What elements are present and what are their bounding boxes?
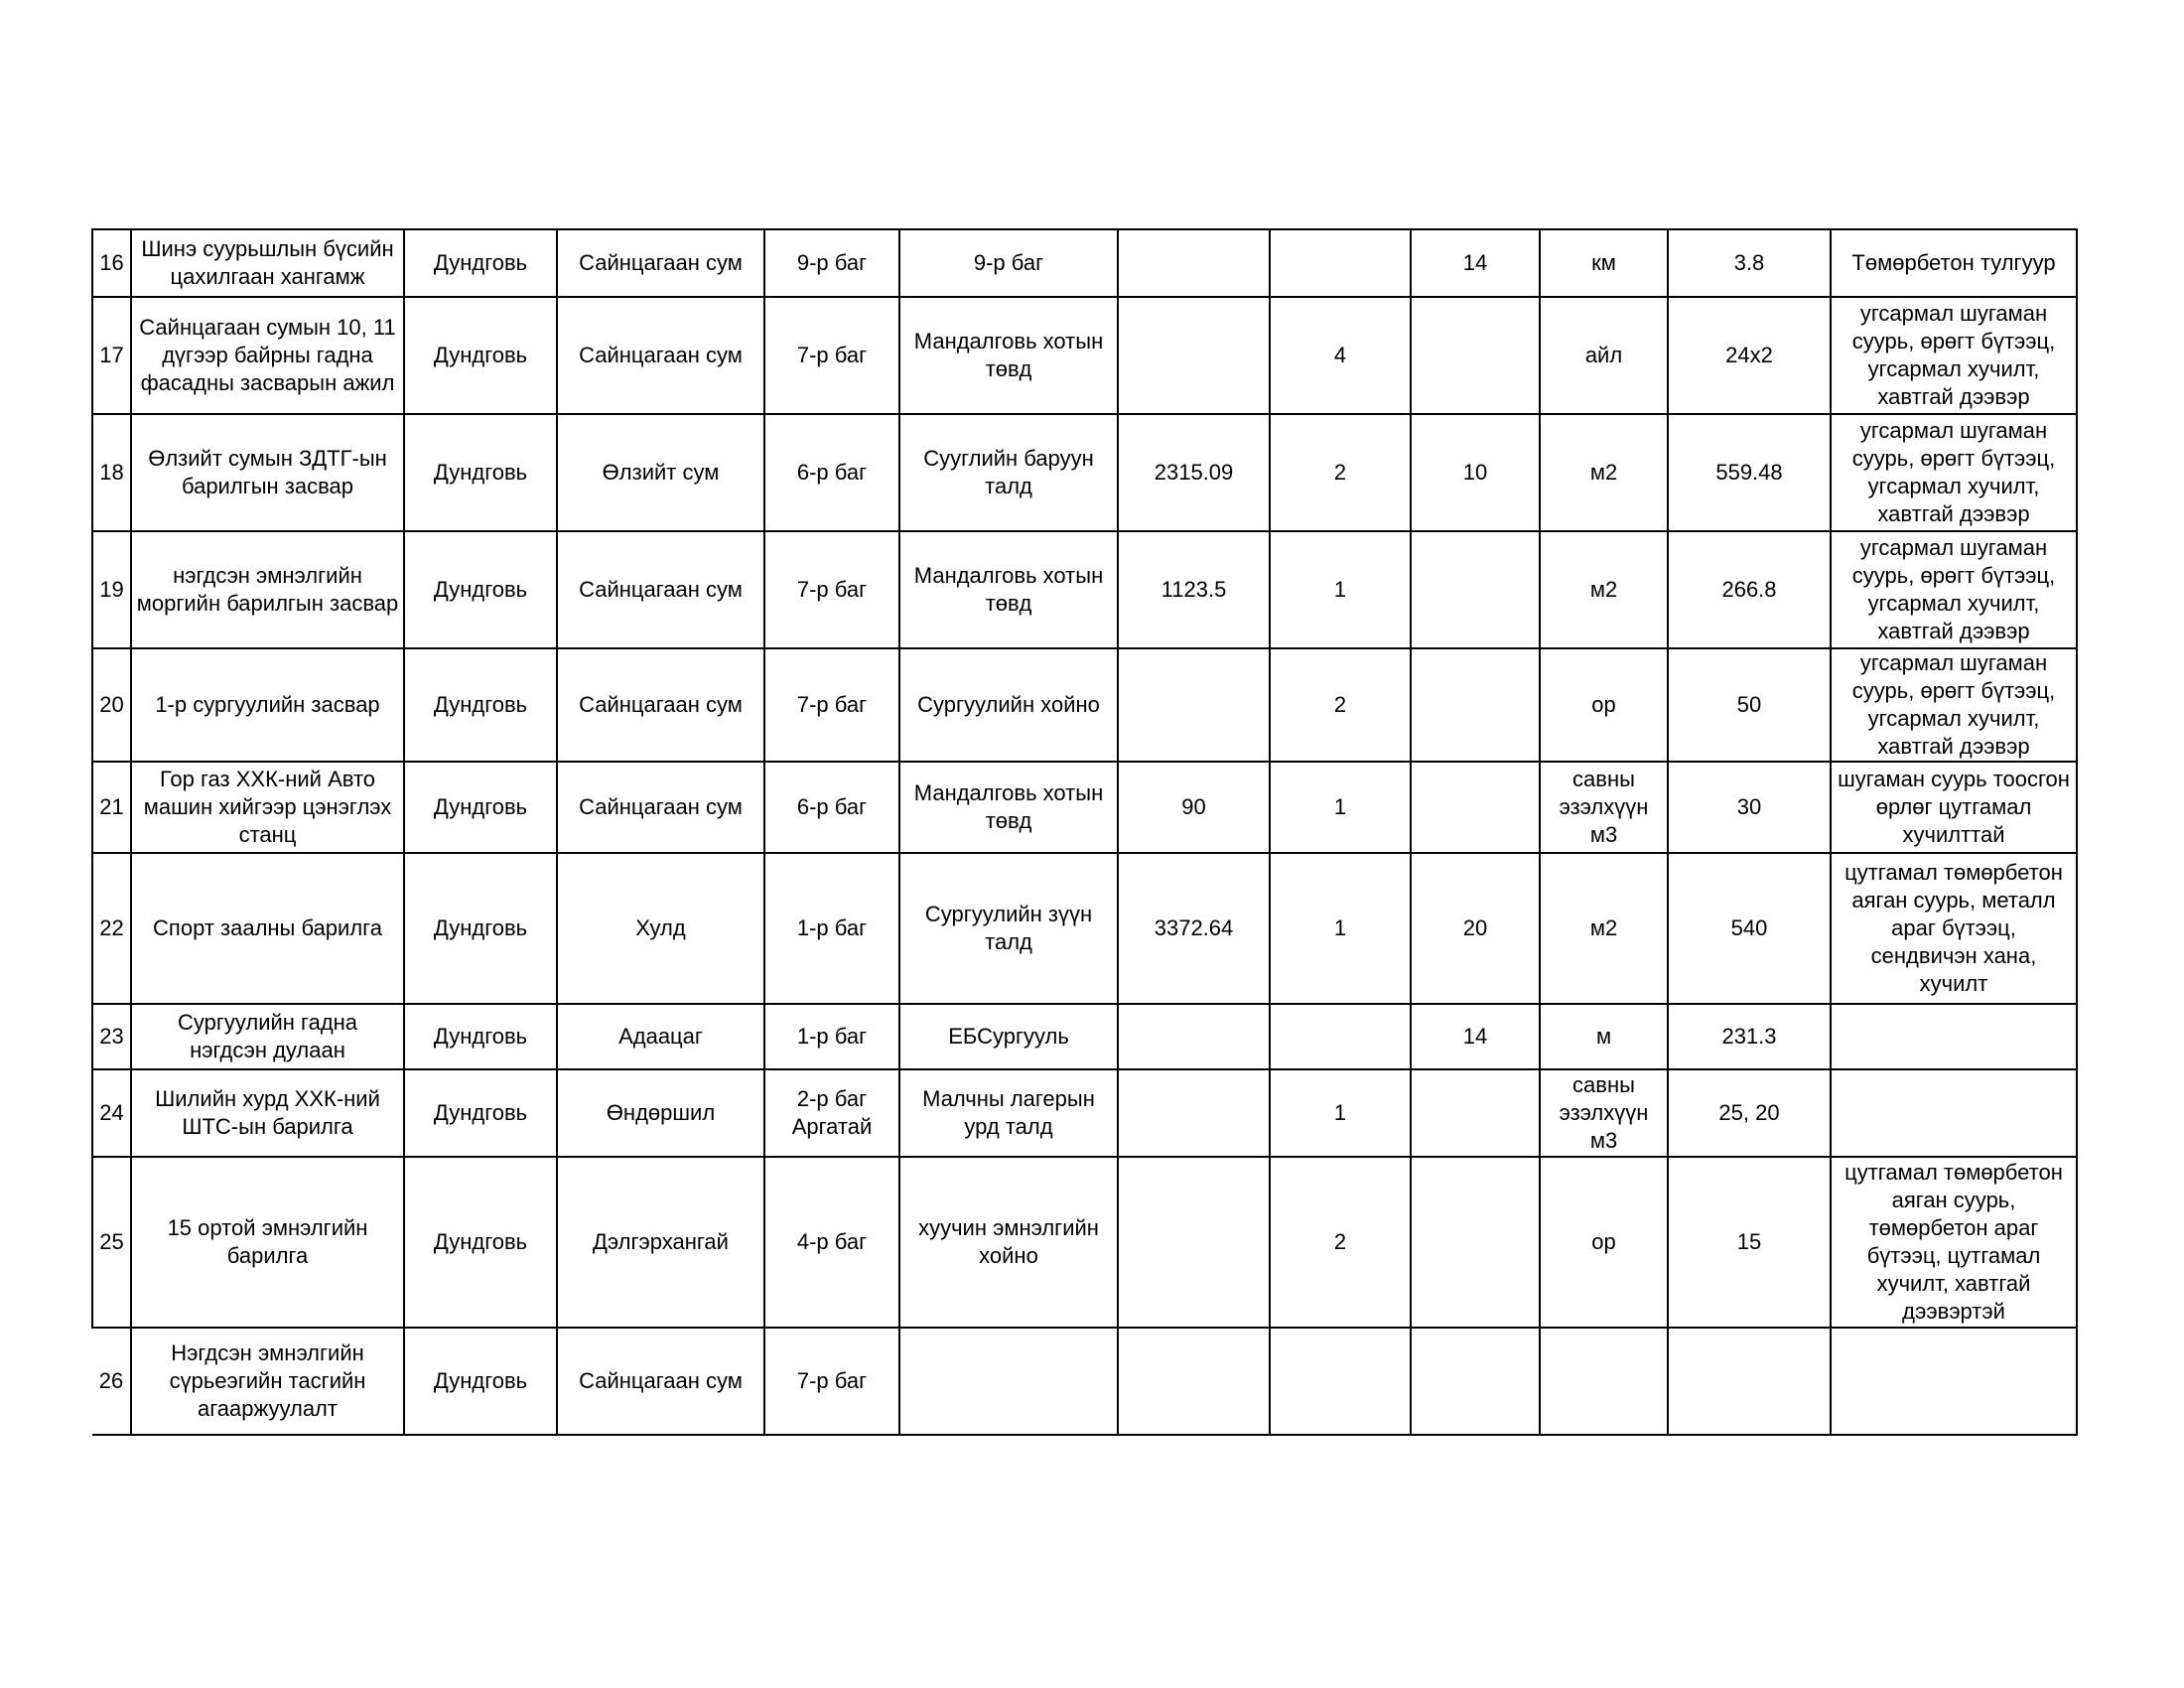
cell-aimag: Дундговь bbox=[404, 229, 557, 297]
cell-sum: Өлзийт сум bbox=[557, 414, 764, 531]
cell-location: Малчны лагерын урд талд bbox=[899, 1069, 1118, 1157]
cell-count bbox=[1270, 1328, 1411, 1435]
cell-quantity: 559.48 bbox=[1668, 414, 1831, 531]
cell-structure-type bbox=[1831, 1069, 2077, 1157]
cell-project-name: Сургуулийн гадна нэгдсэн дулаан bbox=[131, 1004, 404, 1069]
cell-row-number: 18 bbox=[92, 414, 131, 531]
cell-area: 90 bbox=[1118, 762, 1270, 853]
cell-unit: айл bbox=[1540, 297, 1668, 414]
cell-aimag: Дундговь bbox=[404, 1157, 557, 1328]
cell-length bbox=[1411, 297, 1540, 414]
cell-row-number: 20 bbox=[92, 648, 131, 762]
cell-sum: Сайнцагаан сум bbox=[557, 1328, 764, 1435]
cell-bag: 4-р баг bbox=[764, 1157, 899, 1328]
cell-unit: м2 bbox=[1540, 531, 1668, 648]
cell-structure-type bbox=[1831, 1004, 2077, 1069]
cell-length bbox=[1411, 648, 1540, 762]
cell-structure-type: цутгамал төмөрбетон аяган суурь, төмөрбетон араг бүтээц, цутгамал хучилт, хавтгай дээвэртэй bbox=[1831, 1157, 2077, 1328]
cell-count: 2 bbox=[1270, 648, 1411, 762]
cell-row-number: 16 bbox=[92, 229, 131, 297]
table-row bbox=[92, 229, 2077, 297]
cell-sum: Адаацаг bbox=[557, 1004, 764, 1069]
cell-unit: ор bbox=[1540, 1157, 1668, 1328]
cell-location: Мандалговь хотын төвд bbox=[899, 531, 1118, 648]
cell-length: 20 bbox=[1411, 853, 1540, 1004]
cell-area: 2315.09 bbox=[1118, 414, 1270, 531]
cell-bag: 6-р баг bbox=[764, 762, 899, 853]
cell-sum: Сайнцагаан сум bbox=[557, 762, 764, 853]
cell-sum: Дэлгэрхангай bbox=[557, 1157, 764, 1328]
construction-projects-table bbox=[91, 228, 2078, 1436]
cell-quantity: 15 bbox=[1668, 1157, 1831, 1328]
cell-row-number: 23 bbox=[92, 1004, 131, 1069]
cell-aimag: Дундговь bbox=[404, 853, 557, 1004]
cell-area: 3372.64 bbox=[1118, 853, 1270, 1004]
cell-bag: 7-р баг bbox=[764, 531, 899, 648]
cell-sum: Сайнцагаан сум bbox=[557, 531, 764, 648]
cell-structure-type bbox=[1831, 1328, 2077, 1435]
cell-aimag: Дундговь bbox=[404, 1069, 557, 1157]
cell-quantity: 266.8 bbox=[1668, 531, 1831, 648]
cell-area: 1123.5 bbox=[1118, 531, 1270, 648]
cell-project-name: Спорт заалны барилга bbox=[131, 853, 404, 1004]
cell-aimag: Дундговь bbox=[404, 297, 557, 414]
cell-structure-type: угсармал шугаман суурь, өрөгт бүтээц, угсармал хучилт, хавтгай дээвэр bbox=[1831, 531, 2077, 648]
cell-sum: Сайнцагаан сум bbox=[557, 297, 764, 414]
cell-location bbox=[899, 1328, 1118, 1435]
cell-aimag: Дундговь bbox=[404, 762, 557, 853]
cell-row-number: 17 bbox=[92, 297, 131, 414]
cell-unit: м2 bbox=[1540, 414, 1668, 531]
cell-project-name: Шилийн хурд ХХК-ний ШТС-ын барилга bbox=[131, 1069, 404, 1157]
cell-count: 2 bbox=[1270, 414, 1411, 531]
cell-unit: м bbox=[1540, 1004, 1668, 1069]
table-row bbox=[92, 1328, 2077, 1435]
table-row bbox=[92, 1069, 2077, 1157]
cell-row-number: 24 bbox=[92, 1069, 131, 1157]
cell-bag: 1-р баг bbox=[764, 1004, 899, 1069]
cell-quantity: 24х2 bbox=[1668, 297, 1831, 414]
cell-quantity bbox=[1668, 1328, 1831, 1435]
cell-location: хуучин эмнэлгийн хойно bbox=[899, 1157, 1118, 1328]
cell-length: 10 bbox=[1411, 414, 1540, 531]
cell-project-name: Нэгдсэн эмнэлгийн сүрьеэгийн тасгийн агааржуулалт bbox=[131, 1328, 404, 1435]
cell-length: 14 bbox=[1411, 1004, 1540, 1069]
table-row bbox=[92, 762, 2077, 853]
cell-location: Мандалговь хотын төвд bbox=[899, 297, 1118, 414]
cell-bag: 7-р баг bbox=[764, 648, 899, 762]
cell-sum: Өндөршил bbox=[557, 1069, 764, 1157]
cell-row-number: 19 bbox=[92, 531, 131, 648]
cell-aimag: Дундговь bbox=[404, 1328, 557, 1435]
cell-quantity: 231.3 bbox=[1668, 1004, 1831, 1069]
cell-project-name: 15 ортой эмнэлгийн барилга bbox=[131, 1157, 404, 1328]
cell-quantity: 25, 20 bbox=[1668, 1069, 1831, 1157]
table-row bbox=[92, 648, 2077, 762]
cell-area bbox=[1118, 648, 1270, 762]
cell-row-number: 21 bbox=[92, 762, 131, 853]
cell-aimag: Дундговь bbox=[404, 1004, 557, 1069]
cell-area bbox=[1118, 297, 1270, 414]
cell-project-name: Өлзийт сумын ЗДТГ-ын барилгын засвар bbox=[131, 414, 404, 531]
table-body bbox=[92, 229, 2077, 1435]
cell-structure-type: Төмөрбетон тулгуур bbox=[1831, 229, 2077, 297]
cell-count bbox=[1270, 1004, 1411, 1069]
table-row bbox=[92, 853, 2077, 1004]
cell-count: 2 bbox=[1270, 1157, 1411, 1328]
table-row bbox=[92, 297, 2077, 414]
cell-structure-type: шугаман суурь тоосгон өрлөг цутгамал хучилттай bbox=[1831, 762, 2077, 853]
cell-length bbox=[1411, 1069, 1540, 1157]
cell-structure-type: цутгамал төмөрбетон аяган суурь, металл араг бүтээц, сендвичэн хана, хучилт bbox=[1831, 853, 2077, 1004]
cell-structure-type: угсармал шугаман суурь, өрөгт бүтээц, угсармал хучилт, хавтгай дээвэр bbox=[1831, 297, 2077, 414]
cell-unit: савны эзэлхүүн м3 bbox=[1540, 762, 1668, 853]
cell-location: Сургуулийн хойно bbox=[899, 648, 1118, 762]
cell-length: 14 bbox=[1411, 229, 1540, 297]
cell-area bbox=[1118, 1069, 1270, 1157]
cell-bag: 6-р баг bbox=[764, 414, 899, 531]
cell-structure-type: угсармал шугаман суурь, өрөгт бүтээц, угсармал хучилт, хавтгай дээвэр bbox=[1831, 648, 2077, 762]
cell-location: Сууглийн баруун талд bbox=[899, 414, 1118, 531]
cell-bag: 7-р баг bbox=[764, 297, 899, 414]
cell-length bbox=[1411, 762, 1540, 853]
cell-count: 1 bbox=[1270, 531, 1411, 648]
cell-bag: 1-р баг bbox=[764, 853, 899, 1004]
cell-unit: м2 bbox=[1540, 853, 1668, 1004]
cell-count bbox=[1270, 229, 1411, 297]
table-row bbox=[92, 531, 2077, 648]
cell-location: Сургуулийн зүүн талд bbox=[899, 853, 1118, 1004]
cell-sum: Сайнцагаан сум bbox=[557, 229, 764, 297]
cell-row-number: 26 bbox=[92, 1328, 131, 1435]
cell-location: 9-р баг bbox=[899, 229, 1118, 297]
cell-project-name: 1-р сургуулийн засвар bbox=[131, 648, 404, 762]
cell-quantity: 3.8 bbox=[1668, 229, 1831, 297]
cell-bag: 7-р баг bbox=[764, 1328, 899, 1435]
cell-length bbox=[1411, 1157, 1540, 1328]
cell-bag: 9-р баг bbox=[764, 229, 899, 297]
cell-area bbox=[1118, 229, 1270, 297]
cell-aimag: Дундговь bbox=[404, 531, 557, 648]
cell-sum: Сайнцагаан сум bbox=[557, 648, 764, 762]
cell-unit: савны эзэлхүүн м3 bbox=[1540, 1069, 1668, 1157]
cell-area bbox=[1118, 1328, 1270, 1435]
cell-area bbox=[1118, 1157, 1270, 1328]
cell-structure-type: угсармал шугаман суурь, өрөгт бүтээц, угсармал хучилт, хавтгай дээвэр bbox=[1831, 414, 2077, 531]
cell-quantity: 540 bbox=[1668, 853, 1831, 1004]
cell-area bbox=[1118, 1004, 1270, 1069]
cell-count: 1 bbox=[1270, 762, 1411, 853]
cell-location: ЕБСургууль bbox=[899, 1004, 1118, 1069]
cell-sum: Хулд bbox=[557, 853, 764, 1004]
cell-row-number: 22 bbox=[92, 853, 131, 1004]
cell-count: 1 bbox=[1270, 1069, 1411, 1157]
cell-row-number: 25 bbox=[92, 1157, 131, 1328]
table-row bbox=[92, 414, 2077, 531]
cell-project-name: Шинэ суурьшлын бүсийн цахилгаан хангамж bbox=[131, 229, 404, 297]
cell-quantity: 30 bbox=[1668, 762, 1831, 853]
cell-bag: 2-р баг Аргатай bbox=[764, 1069, 899, 1157]
cell-count: 4 bbox=[1270, 297, 1411, 414]
cell-unit: км bbox=[1540, 229, 1668, 297]
cell-project-name: Сайнцагаан сумын 10, 11 дүгээр байрны гадна фасадны засварын ажил bbox=[131, 297, 404, 414]
cell-aimag: Дундговь bbox=[404, 414, 557, 531]
cell-length bbox=[1411, 1328, 1540, 1435]
cell-location: Мандалговь хотын төвд bbox=[899, 762, 1118, 853]
cell-aimag: Дундговь bbox=[404, 648, 557, 762]
cell-project-name: Гор газ ХХК-ний Авто машин хийгээр цэнэглэх станц bbox=[131, 762, 404, 853]
cell-unit: ор bbox=[1540, 648, 1668, 762]
cell-count: 1 bbox=[1270, 853, 1411, 1004]
cell-unit bbox=[1540, 1328, 1668, 1435]
table-row bbox=[92, 1157, 2077, 1328]
cell-project-name: нэгдсэн эмнэлгийн моргийн барилгын засвар bbox=[131, 531, 404, 648]
cell-quantity: 50 bbox=[1668, 648, 1831, 762]
cell-length bbox=[1411, 531, 1540, 648]
table-row bbox=[92, 1004, 2077, 1069]
